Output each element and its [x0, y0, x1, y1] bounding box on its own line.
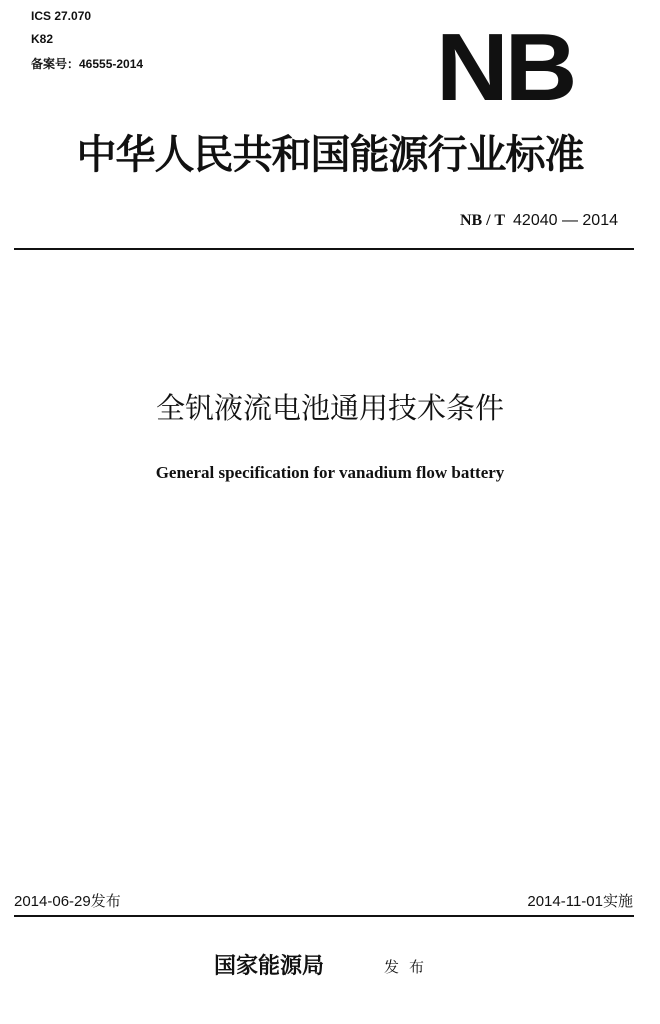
top-divider: [14, 248, 634, 250]
filing-number: 备案号：46555-2014: [31, 57, 144, 71]
document-title-en: General specification for vanadium flow battery: [155, 463, 505, 482]
classification-code: K82: [31, 32, 54, 46]
standard-code: NB / T: [459, 212, 506, 229]
release-date: 2014-06-29发布: [14, 893, 121, 910]
ics-code: ICS 27.070: [31, 9, 92, 23]
issue-label: 发布: [384, 958, 435, 976]
standard-category-title: 中华人民共和国能源行业标准: [76, 131, 584, 178]
effective-date: 2014-11-01实施: [527, 893, 633, 910]
standard-number: [460, 211, 618, 231]
nb-logo: NB: [436, 14, 574, 121]
bottom-divider: [14, 915, 634, 917]
issuer-name: 国家能源局: [214, 953, 325, 979]
standard-number-value: 42040 — 2014: [513, 212, 618, 229]
document-title-cn: 全钒液流电池通用技术条件: [155, 391, 504, 425]
